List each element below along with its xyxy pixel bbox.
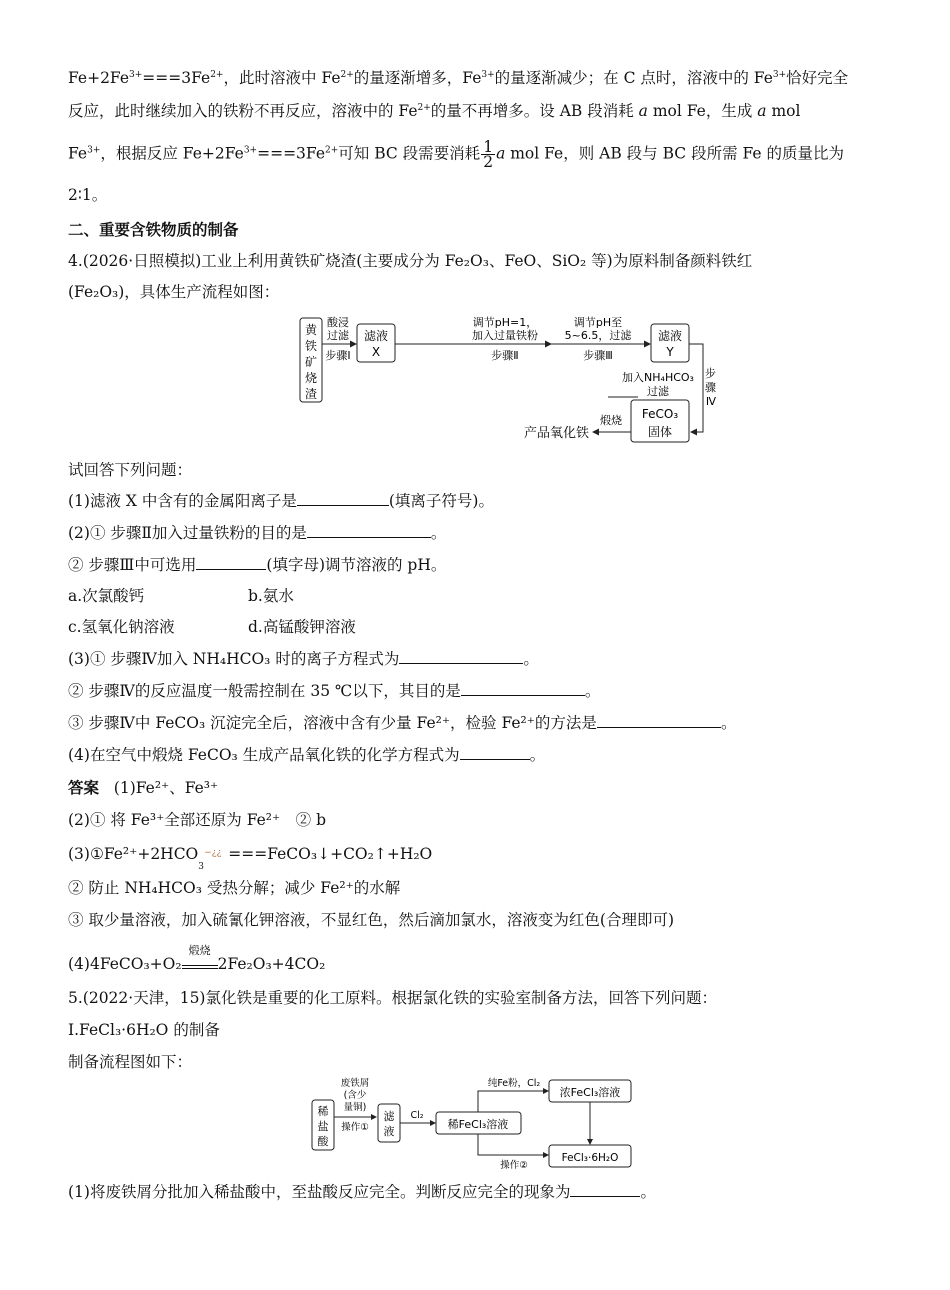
text: 可知 BC 段需要消耗: [338, 144, 481, 163]
variable: a: [496, 144, 506, 163]
flow-arrow: [478, 1091, 548, 1112]
question-item: [68, 491, 494, 511]
answer-line: [68, 778, 218, 798]
text: 。: [529, 746, 546, 764]
answer-line: [68, 944, 326, 974]
flow-text: Y: [666, 345, 674, 359]
text: (3)①Fe²⁺+2HCO: [68, 845, 199, 863]
text: ===3Fe: [257, 144, 325, 163]
flow-label: 酸浸: [327, 316, 349, 329]
flow-arrow: [478, 1134, 548, 1155]
text: (2)① 步骤Ⅱ加入过量铁粉的目的是: [68, 524, 307, 542]
text: (4)在空气中煅烧 FeCO₃ 生成产品氧化铁的化学方程式为: [68, 746, 460, 764]
flow-text: 渣: [304, 387, 318, 401]
text-line: [68, 68, 848, 88]
flow-text: 矿: [304, 355, 318, 369]
flow-label: 步骤Ⅱ: [491, 349, 519, 362]
text-line: [68, 101, 800, 121]
text: mol Fe，则 AB 段与 BC 段所需 Fe 的质量比为: [505, 144, 844, 163]
flow-text: 滤: [383, 1110, 395, 1123]
answer-blank[interactable]: [597, 713, 721, 728]
condition-label: 煅烧: [188, 944, 211, 957]
flow-label: 骤: [705, 381, 716, 394]
flow-label: (含少: [343, 1090, 367, 1101]
question-stem: 4.(2026·日照模拟)工业上利用黄铁矿烧渣(主要成分为 Fe₂O₃、FeO、SiO₂ 等)为原料制备颜料铁红: [68, 252, 753, 270]
variable: a: [638, 102, 648, 120]
flow-text: 滤液: [363, 329, 389, 343]
text: mol Fe，生成: [647, 102, 758, 120]
reaction-condition: [182, 944, 218, 969]
answer-blank[interactable]: [399, 649, 523, 664]
flow-text: 盐: [317, 1120, 329, 1133]
answer-blank[interactable]: [307, 523, 431, 538]
text: 恰好完全: [786, 69, 849, 87]
text: (填离子符号)。: [388, 492, 494, 510]
text: 。: [584, 682, 601, 700]
text: 的量逐渐减少；在 C 点时，溶液中的 Fe: [494, 69, 773, 87]
question-stem: (Fe₂O₃)，具体生产流程如图：: [68, 283, 280, 301]
flow-text: 液: [383, 1125, 395, 1138]
question-item: [68, 681, 600, 701]
flow-label: 步: [705, 367, 716, 380]
question-stem: 制备流程图如下：: [68, 1053, 193, 1071]
flow-text: FeCO₃: [641, 407, 679, 421]
text: 。: [640, 1183, 656, 1201]
flow-label: 煅烧: [600, 414, 622, 427]
flow-text: FeCl₃·6H₂O: [561, 1152, 619, 1164]
superscript: 2+: [210, 69, 224, 80]
text: (1)将废铁屑分批加入稀盐酸中，至盐酸反应完全。判断反应完全的现象为: [68, 1183, 571, 1201]
fecl3-flow-diagram: [306, 1072, 651, 1172]
flow-label: 5~6.5，过滤: [564, 329, 632, 342]
flow-label: 步骤Ⅰ: [325, 349, 351, 362]
flow-label: 操作②: [500, 1160, 528, 1171]
question-item: [68, 523, 446, 543]
flow-text: 产品氧化铁: [523, 426, 589, 441]
text: 。: [720, 714, 737, 732]
flow-label: 废铁屑: [340, 1078, 370, 1089]
flow-label: Cl₂: [410, 1110, 424, 1121]
question-stem: 5.(2022·天津，15)氯化铁是重要的化工原料。根据氯化铁的实验室制备方法，回答下列问题：: [68, 989, 717, 1007]
flow-label: 过滤: [327, 329, 349, 342]
answer-blank[interactable]: [297, 491, 389, 506]
answer-blank[interactable]: [460, 745, 530, 760]
fraction: [481, 140, 495, 169]
superscript: 3+: [772, 69, 787, 80]
question-stem: Ⅰ.FeCl₃·6H₂O 的制备: [68, 1021, 220, 1039]
flow-arrow: [689, 344, 703, 432]
fraction-denominator: 2: [483, 153, 494, 171]
section-title: 二、重要含铁物质的制备: [68, 221, 239, 239]
superscript: 3+: [243, 145, 258, 156]
flow-text: 黄: [304, 323, 318, 337]
answer-blank[interactable]: [570, 1182, 640, 1197]
superscript: 3+: [87, 145, 101, 156]
answer-blank[interactable]: [461, 681, 585, 696]
answer-line: ② 防止 NH₄HCO₃ 受热分解；减少 Fe²⁺的水解: [68, 879, 401, 897]
text: (1)Fe²⁺、Fe³⁺: [113, 779, 219, 797]
flow-label: 调节pH至: [573, 316, 623, 329]
text: 。: [523, 650, 539, 668]
text: 反应，此时继续加入的铁粉不再反应，溶液中的 Fe: [68, 102, 418, 120]
option-d: d.高锰酸钾溶液: [248, 618, 356, 636]
process-flow-diagram: [293, 312, 716, 452]
answer-line: ③ 取少量溶液，加入硫氰化钾溶液，不显红色，然后滴加氯水，溶液变为红色(合理即可): [68, 911, 675, 929]
flow-text: 固体: [647, 425, 673, 439]
text: mol: [766, 102, 801, 120]
text: ③ 步骤Ⅳ中 FeCO₃ 沉淀完全后，溶液中含有少量 Fe²⁺，检验 Fe²⁺的方法是: [68, 714, 597, 732]
text-line: [68, 140, 844, 169]
flow-label: 过滤: [647, 385, 669, 398]
flow-text: 稀FeCl₃溶液: [447, 1118, 509, 1131]
variable: a: [757, 102, 767, 120]
text: (4)4FeCO₃+O₂: [68, 955, 182, 973]
superscript: 2+: [325, 145, 339, 156]
text: ② 步骤Ⅳ的反应温度一般需控制在 35 ℃以下，其目的是: [68, 682, 461, 700]
text-line: 试回答下列问题：: [68, 461, 193, 479]
flow-text: 滤液: [657, 329, 683, 343]
text: ，根据反应 Fe+2Fe: [100, 144, 244, 163]
flow-label: 纯Fe粉，Cl₂: [487, 1078, 541, 1089]
text: ，此时溶液中 Fe: [223, 69, 341, 87]
text: (填字母)调节溶液的 pH。: [266, 556, 447, 574]
text: ===3Fe: [142, 69, 211, 87]
flow-label: Ⅳ: [705, 395, 716, 408]
option-a: a.次氯酸钙: [68, 587, 145, 605]
answer-blank[interactable]: [196, 555, 266, 570]
flow-label: 操作①: [341, 1122, 369, 1133]
question-item: [68, 555, 446, 575]
text: Fe+2Fe: [68, 69, 130, 87]
question-item: [68, 713, 736, 733]
text: (3)① 步骤Ⅳ加入 NH₄HCO₃ 时的离子方程式为: [68, 650, 400, 668]
flow-text: 稀: [317, 1105, 329, 1118]
option-b: b.氨水: [248, 587, 294, 605]
text: ② 步骤Ⅲ中可选用: [68, 556, 197, 574]
superscript: 2+: [340, 69, 354, 80]
flow-label: 加入过量铁粉: [472, 329, 538, 342]
flow-label: 量铜): [343, 1102, 367, 1113]
superscript: 3+: [481, 69, 495, 80]
flow-text: 酸: [317, 1135, 329, 1148]
option-c: c.氢氧化钠溶液: [68, 618, 175, 636]
flow-label: 加入NH₄HCO₃: [622, 371, 694, 384]
answer-label: 答案: [68, 779, 100, 797]
text: ===FeCO₃↓+CO₂↑+H₂O: [228, 845, 433, 863]
question-item: [68, 1182, 656, 1202]
flow-text: 铁: [304, 339, 318, 353]
superscript: 2+: [417, 102, 431, 113]
answer-line: (2)① 将 Fe³⁺全部还原为 Fe²⁺ ② b: [68, 811, 327, 829]
flow-text: 浓FeCl₃溶液: [559, 1086, 621, 1099]
text: 。: [430, 524, 447, 542]
answer-line: (3)①Fe²⁺+2HCO 3 −¿¿ ===FeCO₃↓+CO₂↑+H₂O: [68, 845, 433, 872]
fraction-numerator: 1: [483, 138, 494, 156]
flow-text: 烧: [304, 371, 318, 385]
flow-label: 步骤Ⅲ: [583, 349, 613, 362]
text: 的量不再增多。设 AB 段消耗: [430, 102, 639, 120]
text: 的量逐渐增多，Fe: [353, 69, 482, 87]
question-item: [68, 745, 545, 765]
text: (1)滤液 X 中含有的金属阳离子是: [68, 492, 297, 510]
flow-text: X: [371, 345, 381, 359]
text: Fe: [68, 144, 88, 163]
question-item: [68, 649, 539, 669]
text-line: 2∶1。: [68, 186, 108, 204]
superscript: 3+: [129, 69, 143, 80]
text: 2Fe₂O₃+4CO₂: [217, 955, 326, 973]
equals-sign: [182, 965, 218, 969]
flow-label: 调节pH=1，: [472, 316, 538, 329]
